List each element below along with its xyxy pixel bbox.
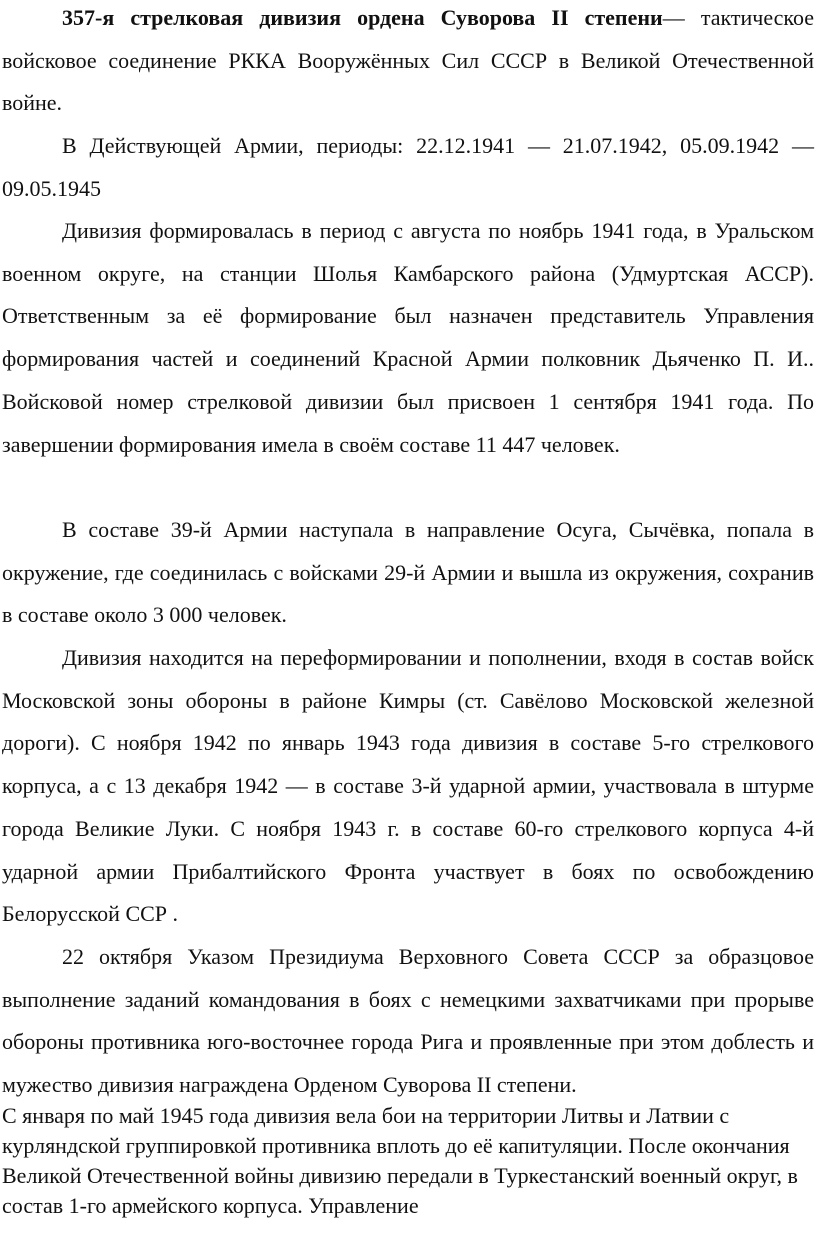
- reformation-paragraph: Дивизия находится на переформировании и пополнении, входя в состав войск Московской зоны обороны в районе Кимры (ст. Савёлово Московской железной дороги). С ноября 1942 по январь 1943 года дивизия в составе 5-го стрелкового корпуса, а с 13 декабря 1942 — в составе 3-й ударной армии, участвовала в штурме города Великие Луки. С ноября 1943 г. в составе 60-го стрелкового корпуса 4-й ударной армии Прибалтийского Фронта участвует в боях по освобождению Белорусской ССР .: [2, 645, 814, 927]
- intro-definition: — тактическое войсковое соединение РККА Вооружённых Сил СССР в Великой Отечественной войне.: [2, 5, 814, 116]
- division-title: 357-я стрелковая дивизия ордена Суворова II степени: [62, 5, 663, 30]
- postwar-paragraph: С января по май 1945 года дивизия вела бои на территории Литвы и Латвии с курляндской группировкой противника вплоть до её капитуляции. После окончания Великой Отечественной войны дивизию передали в Туркестанский военный округ, в состав 1-го армейского корпуса. Управление: [2, 1103, 798, 1218]
- formation-paragraph: Дивизия формировалась в период с августа по ноябрь 1941 года, в Уральском военном округе, на станции Шолья Камбарского района (Удмуртская АССР). Ответственным за её формирование был назначен представитель Управления формирования частей и соединений Красной Армии полковник Дьяченко П. И.. Войсковой номер стрелковой дивизии был присвоен 1 сентября 1941 года. По завершении формирования имела в своём составе 11 447 человек.: [2, 218, 814, 457]
- intro-paragraph: [2, 0, 814, 125]
- award-paragraph: 22 октября Указом Президиума Верховного Совета СССР за образцовое выполнение заданий командования в боях с немецкими захватчиками при прорыве обороны противника юго-восточнее города Рига и проявленные при этом доблесть и мужество дивизия награждена Орденом Суворова II степени.: [2, 944, 814, 1098]
- service-periods-paragraph: В Действующей Армии, периоды: 22.12.1941 — 21.07.1942, 05.09.1942 — 09.05.1945: [2, 133, 814, 201]
- encirclement-paragraph: В составе 39-й Армии наступала в направление Осуга, Сычёвка, попала в окружение, где соединилась с войсками 29-й Армии и вышла из окружения, сохранив в составе около 3 000 человек.: [2, 517, 814, 628]
